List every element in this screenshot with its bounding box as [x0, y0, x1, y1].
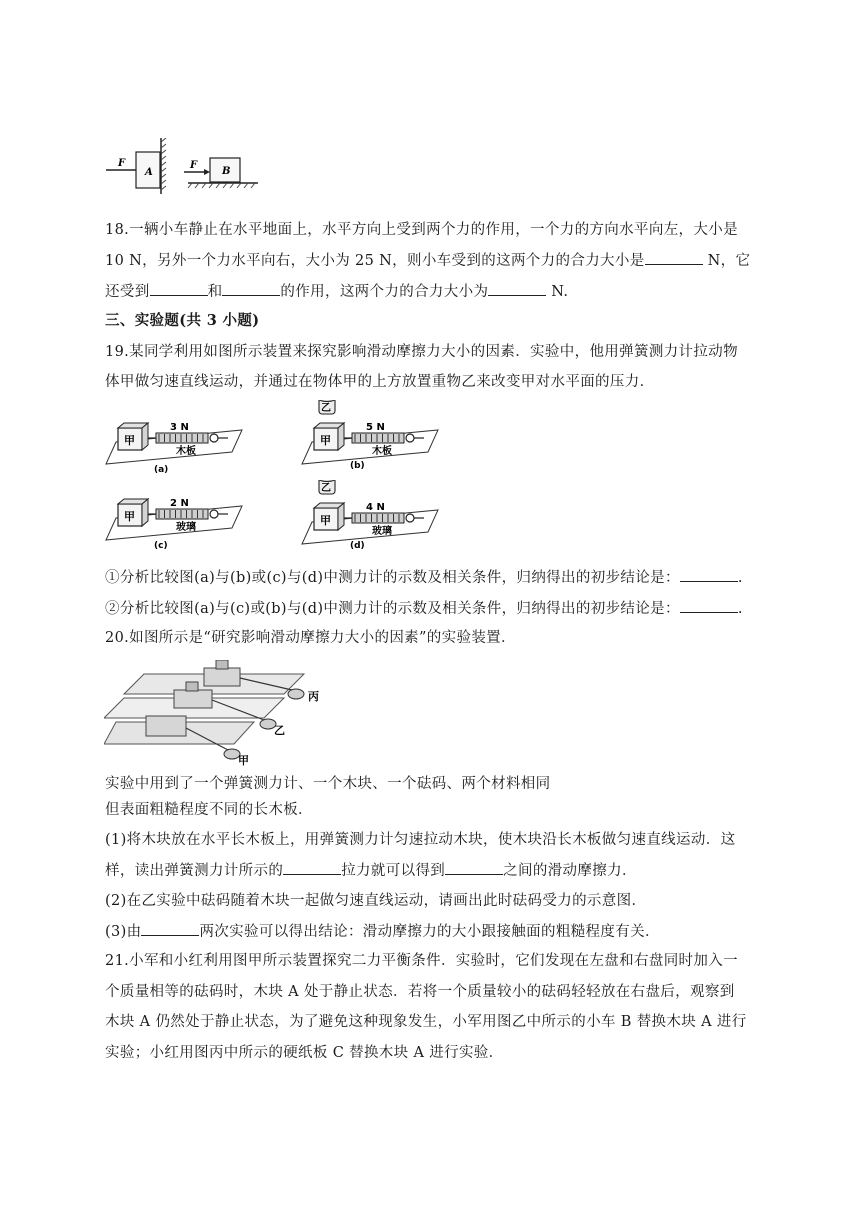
q19-weight-label: 乙 — [321, 483, 331, 494]
q18-text-3a: 还受到 — [105, 284, 150, 300]
q19-q2-end: . — [737, 601, 743, 617]
q19-weight-label: 乙 — [321, 403, 331, 414]
q19-figure-1 — [300, 400, 440, 470]
q18-line-3 — [105, 281, 765, 302]
q18-text-3c: 的作用，这两个力的合力大小为 — [280, 284, 489, 300]
q18-blank-1[interactable] — [645, 250, 703, 265]
q19-blank-2[interactable] — [680, 598, 738, 613]
fig17-label-a: A — [145, 167, 153, 178]
q19-surface: 玻璃 — [176, 522, 196, 533]
q18-text-2a: 10 N，另外一个力水平向右，大小为 25 N，则小车受到的这两个力的合力大小是 — [105, 253, 645, 269]
q19-surface: 玻璃 — [372, 526, 392, 537]
fig20-label-b: 乙 — [274, 724, 285, 737]
q19-reading: 4 N — [366, 502, 385, 513]
fig17-label-f1: F — [118, 158, 126, 169]
q19-block-label: 甲 — [124, 510, 135, 523]
q21-line-2: 个质量相等的砝码时，木块 A 处于静止状态．若将一个质量较小的砝码轻轻放在右盘后，观察到 — [105, 984, 735, 1000]
section-3-heading: 三、实验题(共 3 小题) — [105, 312, 260, 329]
q20-part-3 — [105, 921, 765, 942]
q18-blank-2[interactable] — [150, 281, 208, 296]
q19-block-label: 甲 — [320, 514, 331, 527]
fig20-label-a: 甲 — [238, 754, 249, 766]
q18-line-1: 18.一辆小车静止在水平地面上，水平方向上受到两个力的作用，一个力的方向水平向左，大小是 — [105, 222, 738, 238]
q20-p1-text-3: 之间的滑动摩擦力． — [503, 863, 637, 879]
q19-surface: 木板 — [176, 446, 196, 457]
q20-p1-text-1: 样，读出弹簧测力计所示的 — [105, 863, 284, 879]
q19-block-label: 甲 — [320, 434, 331, 447]
q18-blank-4[interactable] — [488, 281, 546, 296]
q20-part-1-line-1: (1)将木块放在水平长木板上，用弹簧测力计匀速拉动木块，使木块沿长木板做匀速直线运动．这 — [105, 832, 736, 848]
q19-figure-2 — [104, 486, 244, 556]
q18-text-2b: N，它 — [702, 253, 751, 269]
q20-blank-2[interactable] — [445, 860, 503, 875]
q20-part-1-line-2 — [105, 860, 765, 881]
q18-blank-3[interactable] — [222, 281, 280, 296]
q21-line-1: 21.小军和小红利用图甲所示装置探究二力平衡条件．实验时，它们发现在左盘和右盘同时加入一 — [105, 953, 738, 969]
q19-subquestion-2 — [105, 598, 765, 619]
q21-line-3: 木块 A 仍然处于静止状态，为了避免这种现象发生，小军用图乙中所示的小车 B 替换木块 A 进行 — [105, 1014, 747, 1030]
q18-text-3b: 和 — [207, 284, 223, 300]
q19-tag: (d) — [350, 541, 365, 550]
q20-blank-3[interactable] — [141, 921, 199, 936]
q19-surface: 木板 — [372, 446, 392, 457]
q19-q1-end: . — [737, 570, 743, 586]
q19-reading: 5 N — [366, 422, 385, 433]
q19-q2-text: ②分析比较图(a)与(c)或(b)与(d)中测力计的示数及相关条件，归纳得出的初步结论是： — [105, 601, 680, 617]
q20-line-2: 实验中用到了一个弹簧测力计、一个木块、一个砝码、两个材料相同 — [105, 776, 551, 792]
q19-tag: (b) — [350, 461, 365, 470]
figure-17-force-diagram — [104, 138, 264, 194]
q19-figure-0 — [104, 410, 244, 480]
q20-blank-1[interactable] — [283, 860, 341, 875]
q19-tag: (c) — [154, 541, 168, 551]
q21-line-4: 实验；小红用图丙中所示的硬纸板 C 替换木块 A 进行实验． — [105, 1045, 504, 1061]
q20-p1-text-2: 拉力就可以得到 — [341, 863, 446, 879]
q19-block-label: 甲 — [124, 434, 135, 447]
fig17-label-f2: F — [190, 160, 198, 171]
q19-reading: 2 N — [170, 498, 189, 509]
q19-blank-1[interactable] — [680, 567, 738, 582]
q19-q1-text: ①分析比较图(a)与(b)或(c)与(d)中测力计的示数及相关条件，归纳得出的初步结论是： — [105, 570, 680, 586]
q19-figure-3 — [300, 480, 440, 550]
q20-part-2: (2)在乙实验中砝码随着木块一起做匀速直线运动，请画出此时砝码受力的示意图． — [105, 893, 647, 909]
q18-line-2 — [105, 250, 765, 271]
q19-line-2: 体甲做匀速直线运动，并通过在物体甲的上方放置重物乙来改变甲对水平面的压力． — [105, 374, 655, 390]
q20-line-1: 20.如图所示是“研究影响滑动摩擦力大小的因素”的实验装置． — [105, 630, 516, 646]
fig20-label-c: 丙 — [308, 690, 319, 703]
fig17-label-b: B — [222, 166, 231, 177]
q20-p3-text-2: 两次实验可以得出结论：滑动摩擦力的大小跟接触面的粗糙程度有关． — [199, 924, 660, 940]
q19-tag: (a) — [154, 465, 169, 475]
q19-line-1: 19.某同学利用如图所示装置来探究影响滑动摩擦力大小的因素．实验中，他用弹簧测力计拉动物 — [105, 344, 738, 360]
q19-reading: 3 N — [170, 422, 189, 433]
q19-subquestion-1 — [105, 567, 765, 588]
q18-text-3d: N. — [546, 284, 569, 300]
q20-p3-text-1: (3)由 — [105, 924, 142, 940]
q20-line-3: 但表面粗糙程度不同的长木板． — [105, 802, 313, 818]
figure-20-apparatus — [104, 660, 334, 766]
